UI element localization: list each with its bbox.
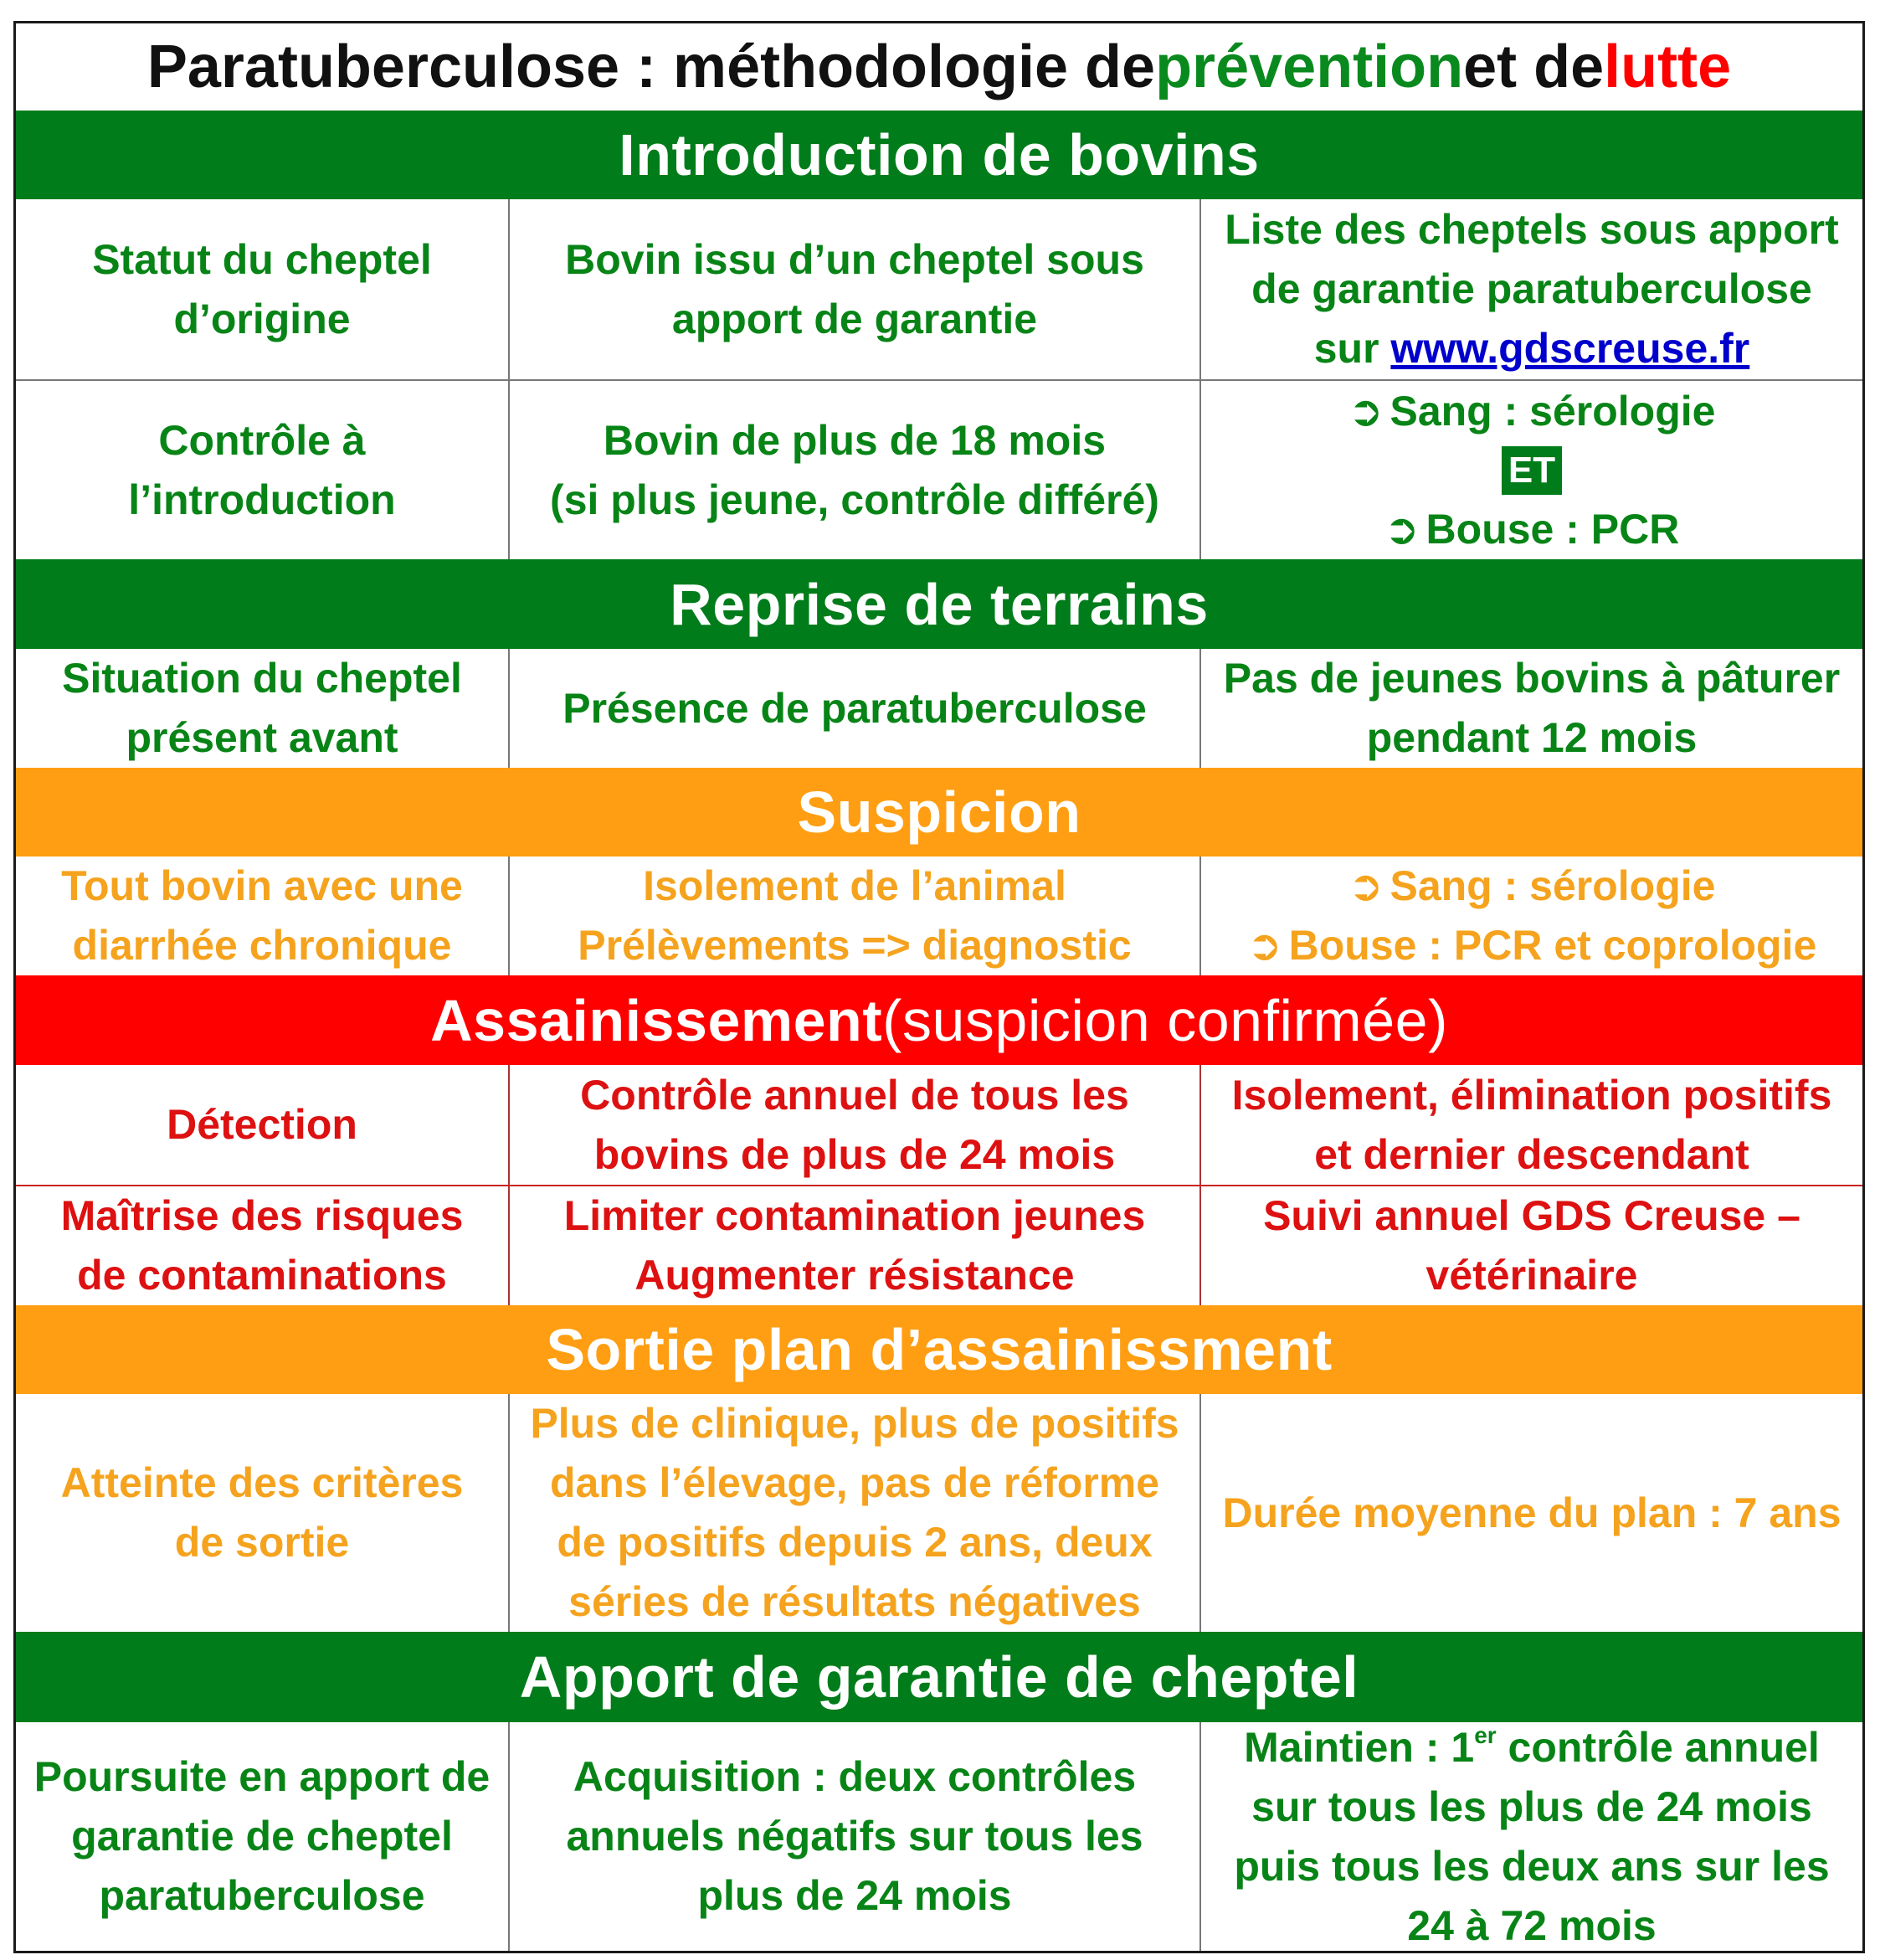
apport-maintien-pre: Maintien : 1 — [1244, 1723, 1475, 1771]
introduction-statut-label: Statut du cheptel d’origine — [16, 199, 510, 379]
et-badge: ET — [1502, 446, 1562, 495]
gdscreuse-link[interactable]: www.gdscreuse.fr — [1390, 325, 1750, 372]
assainissement-row-detection — [16, 1065, 1862, 1185]
sortie-duration: Durée moyenne du plan : 7 ans — [1222, 1489, 1841, 1536]
title-part1: Paratuberculose : méthodologie de — [146, 33, 1156, 100]
reprise-row — [16, 649, 1862, 768]
reprise-situation-label: Situation du cheptel présent avant — [16, 649, 510, 768]
assainissement-detection-condition: Contrôle annuel de tous les bovins de plus de 24 mois — [510, 1065, 1201, 1185]
section-header-assainissement — [16, 975, 1862, 1065]
sortie-label: Atteinte des critères de sortie — [16, 1394, 510, 1632]
assainissement-maitrise-action: Suivi annuel GDS Creuse – vétérinaire — [1263, 1192, 1800, 1299]
introduction-statut-condition: Bovin issu d’un cheptel sous apport de garantie — [510, 199, 1201, 379]
suspicion-row — [16, 857, 1862, 975]
suspicion-sang: Sang : sérologie — [1389, 862, 1716, 909]
introduction-controle-condition — [510, 381, 1201, 559]
suspicion-bouse: Bouse : PCR et coprologie — [1288, 922, 1817, 969]
arrow-right-icon: ➲ — [1348, 386, 1384, 435]
introduction-statut-action — [1201, 199, 1862, 379]
title-part2: et de — [1463, 33, 1605, 100]
suspicion-action — [1201, 857, 1862, 975]
assainissement-detection-action: Isolement, élimination positifs et dernier descendant — [1231, 1071, 1832, 1178]
apport-maintien — [1201, 1722, 1862, 1951]
reprise-condition: Présence de paratuberculose — [510, 649, 1201, 768]
page-title — [16, 23, 1862, 111]
suspicion-label: Tout bovin avec une diarrhée chronique — [16, 857, 510, 975]
apport-maintien-sup: er — [1474, 1721, 1497, 1748]
assainissement-row-maitrise — [16, 1185, 1862, 1305]
apport-acquisition: Acquisition : deux contrôles annuels négatifs sur tous les plus de 24 mois — [510, 1722, 1201, 1951]
introduction-controle-action — [1201, 381, 1862, 559]
title-word-lutte: lutte — [1604, 33, 1732, 100]
assainissement-header-light: (suspicion confirmée) — [882, 987, 1448, 1053]
apport-label: Poursuite en apport de garantie de cheptel paratuberculose — [16, 1722, 510, 1951]
introduction-row-controle — [16, 379, 1862, 559]
methodology-table — [13, 21, 1865, 1953]
introduction-row-statut — [16, 199, 1862, 379]
section-header-reprise: Reprise de terrains — [16, 559, 1862, 649]
assainissement-maitrise-condition — [510, 1186, 1201, 1305]
title-word-prevention: prévention — [1155, 33, 1464, 100]
arrow-right-icon: ➲ — [1384, 504, 1420, 553]
suspicion-condition — [510, 857, 1201, 975]
assainissement-maitrise-label: Maîtrise des risques de contaminations — [16, 1186, 510, 1305]
section-header-introduction: Introduction de bovins — [16, 111, 1862, 199]
introduction-controle-condition-line2: (si plus jeune, contrôle différé) — [550, 476, 1159, 523]
section-header-apport: Apport de garantie de cheptel — [16, 1632, 1862, 1722]
assainissement-detection-label: Détection — [16, 1065, 510, 1185]
reprise-action: Pas de jeunes bovins à pâturer pendant 12 mois — [1223, 655, 1841, 761]
arrow-right-icon: ➲ — [1246, 921, 1282, 970]
assainissement-maitrise-line1: Limiter contamination jeunes — [563, 1192, 1146, 1239]
introduction-controle-label: Contrôle à l’introduction — [16, 381, 510, 559]
assainissement-header-bold: Assainissement — [430, 987, 883, 1053]
sortie-row — [16, 1394, 1862, 1632]
section-header-suspicion: Suspicion — [16, 768, 1862, 857]
introduction-controle-condition-line1: Bovin de plus de 18 mois — [603, 416, 1107, 464]
suspicion-condition-line1: Isolement de l’animal — [643, 862, 1066, 909]
sortie-criteria: Plus de clinique, plus de positifs dans l’élevage, pas de réforme de positifs depuis 2 ans, deux séries de résultats négatives — [510, 1394, 1201, 1632]
arrow-right-icon: ➲ — [1348, 862, 1384, 910]
section-header-sortie: Sortie plan d’assainissment — [16, 1305, 1862, 1394]
introduction-statut-action-text: Liste des cheptels sous apport de garantie paratuberculose sur — [1225, 206, 1839, 372]
assainissement-maitrise-line2: Augmenter résistance — [634, 1252, 1075, 1299]
apport-maintien-post: contrôle annuel sur tous les plus de 24 mois puis tous les deux ans sur les 24 à 72 mois — [1234, 1723, 1830, 1949]
introduction-controle-bouse: Bouse : PCR — [1425, 505, 1680, 553]
apport-row — [16, 1722, 1862, 1951]
introduction-controle-sang: Sang : sérologie — [1389, 387, 1716, 435]
suspicion-condition-line2: Prélèvements => diagnostic — [578, 922, 1132, 969]
